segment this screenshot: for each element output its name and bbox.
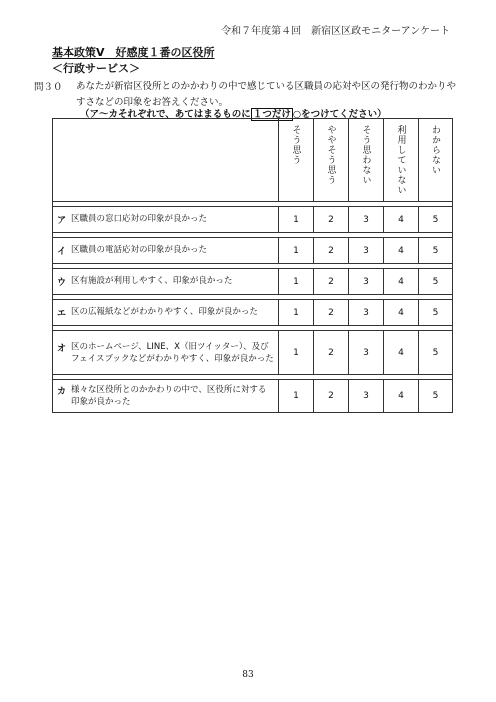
item-letter: ウ: [57, 278, 67, 288]
item-text: 区職員の電話応対の印象が良かった: [71, 245, 208, 255]
table-row: [53, 207, 453, 233]
choice-2[interactable]: 2: [314, 238, 349, 264]
column-header: [314, 119, 349, 202]
table-row: [53, 380, 453, 413]
choice-3[interactable]: 3: [349, 207, 384, 233]
choice-4[interactable]: 4: [384, 238, 419, 264]
survey-header-title: 令和７年度第４回 新宿区区政モニターアンケート: [221, 26, 450, 37]
header-blank-cell: [53, 119, 279, 202]
section-subtitle: ＜行政サービス＞: [52, 62, 140, 75]
item-cell: [53, 238, 279, 264]
item-cell: [53, 380, 279, 413]
item-text: 区有施設が利用しやすく、印象が良かった: [71, 276, 233, 286]
choice-1[interactable]: 1: [279, 238, 314, 264]
choice-4[interactable]: 4: [384, 269, 419, 295]
item-cell: [53, 331, 279, 375]
choice-2[interactable]: 2: [314, 269, 349, 295]
column-header: [419, 119, 453, 202]
column-label: 利用していない: [395, 125, 406, 195]
choice-4[interactable]: 4: [384, 380, 419, 413]
table-row: [53, 331, 453, 375]
instruction-after: ○をつけてください）: [292, 109, 387, 120]
choice-2[interactable]: 2: [314, 380, 349, 413]
item-cell: [53, 269, 279, 295]
item-letter: オ: [57, 343, 67, 354]
item-cell: [53, 300, 279, 326]
choice-3[interactable]: 3: [349, 238, 384, 264]
item-cell: [53, 207, 279, 233]
item-text: 様々な区役所とのかかわりの中で、区役所に対する印象が良かった: [71, 385, 267, 407]
choice-1[interactable]: 1: [279, 331, 314, 375]
choice-1[interactable]: 1: [279, 380, 314, 413]
table-row: [53, 269, 453, 295]
choice-1[interactable]: 1: [279, 207, 314, 233]
item-letter: エ: [57, 309, 67, 319]
choice-5[interactable]: 5: [419, 300, 453, 326]
instruction-boxed: １つだけ: [252, 109, 291, 120]
section-title: 基本政策Ⅴ 好感度１番の区役所: [52, 46, 215, 59]
choice-2[interactable]: 2: [314, 207, 349, 233]
choice-2[interactable]: 2: [314, 300, 349, 326]
item-letter: カ: [57, 387, 67, 397]
column-label: ややそう思う: [325, 125, 336, 185]
choice-5[interactable]: 5: [419, 207, 453, 233]
item-text: 区のホームページ、LINE、X（旧ツイッター）、及びフェイスブックなどがわかりやすく、印象が良かった: [71, 341, 274, 364]
choice-2[interactable]: 2: [314, 331, 349, 375]
column-header: [349, 119, 384, 202]
choice-4[interactable]: 4: [384, 207, 419, 233]
instruction-before: （ア～カそれぞれで、あてはまるものに: [80, 109, 251, 120]
column-label: そう思わない: [360, 125, 371, 185]
header-row: [53, 119, 453, 202]
choice-4[interactable]: 4: [384, 331, 419, 375]
column-header: [384, 119, 419, 202]
column-label: わからない: [430, 125, 440, 175]
item-text: 区職員の窓口応対の印象が良かった: [71, 214, 208, 224]
choice-3[interactable]: 3: [349, 269, 384, 295]
survey-table: [52, 118, 453, 413]
item-letter: ア: [57, 216, 67, 226]
choice-3[interactable]: 3: [349, 331, 384, 375]
page-number: 83: [242, 670, 254, 680]
choice-3[interactable]: 3: [349, 380, 384, 413]
table-row: [53, 238, 453, 264]
table-row: [53, 300, 453, 326]
column-label: そう思う: [290, 125, 301, 165]
item-letter: イ: [57, 247, 67, 257]
choice-1[interactable]: 1: [279, 300, 314, 326]
choice-3[interactable]: 3: [349, 300, 384, 326]
question-number: 問３０: [34, 82, 63, 93]
choice-5[interactable]: 5: [419, 331, 453, 375]
choice-5[interactable]: 5: [419, 380, 453, 413]
choice-5[interactable]: 5: [419, 238, 453, 264]
question-text: あなたが新宿区役所とのかかわりの中で感じている区職員の応対や区の発行物のわかりやすさなどの印象をお答えください。: [76, 81, 457, 108]
choice-4[interactable]: 4: [384, 300, 419, 326]
item-text: 区の広報紙などがわかりやすく、印象が良かった: [71, 307, 258, 317]
choice-1[interactable]: 1: [279, 269, 314, 295]
column-header: [279, 119, 314, 202]
choice-5[interactable]: 5: [419, 269, 453, 295]
